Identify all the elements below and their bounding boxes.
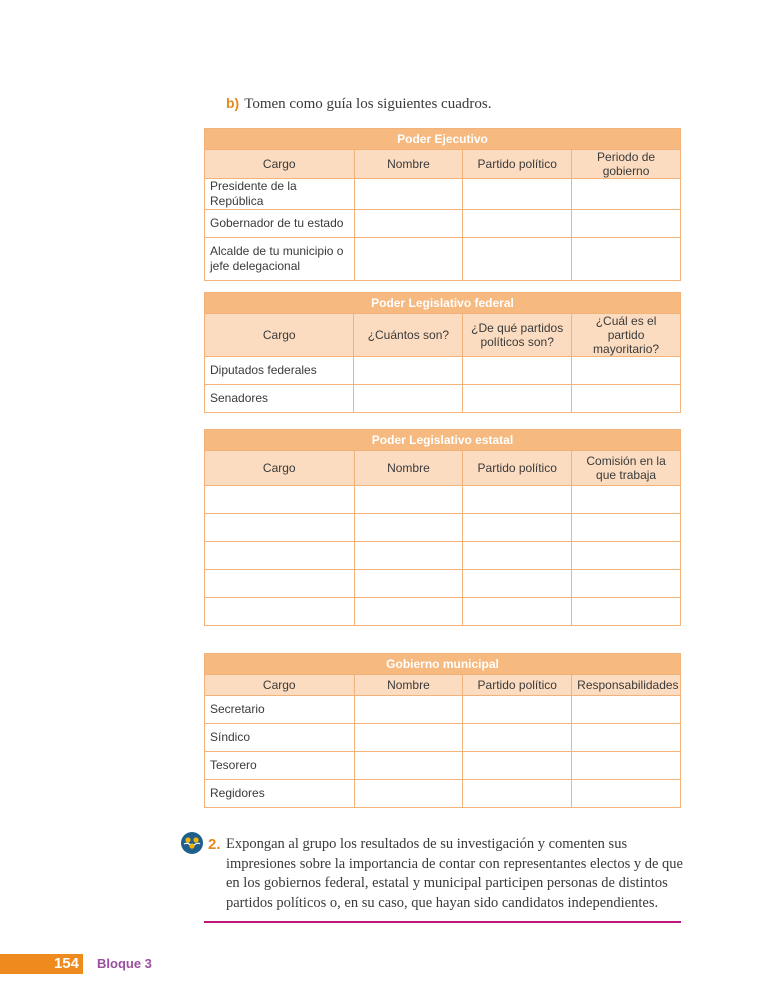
blank-cell[interactable] (463, 179, 572, 210)
row-label: Secretario (205, 696, 355, 724)
blank-cell[interactable] (572, 542, 681, 570)
table-row (205, 179, 681, 210)
blank-cell[interactable] (572, 570, 681, 598)
blank-cell[interactable] (463, 542, 572, 570)
table-row (205, 486, 681, 514)
blank-cell[interactable] (463, 780, 572, 808)
blank-cell[interactable] (463, 385, 572, 413)
table-row (205, 598, 681, 626)
instruction-text: Tomen como guía los siguientes cuadros. (244, 96, 492, 112)
instruction-b (226, 95, 491, 113)
blank-cell[interactable] (463, 570, 572, 598)
table-row (205, 210, 681, 238)
row-label: Síndico (205, 724, 355, 752)
blank-cell[interactable] (463, 486, 572, 514)
table-row (205, 780, 681, 808)
column-header: Periodo de gobierno (572, 150, 681, 179)
blank-cell[interactable] (463, 357, 572, 385)
blank-cell[interactable] (205, 486, 355, 514)
blank-cell[interactable] (354, 724, 463, 752)
blank-cell[interactable] (354, 486, 463, 514)
blank-cell[interactable] (572, 357, 681, 385)
column-header: ¿Cuál es el partido mayoritario? (572, 314, 681, 357)
blank-cell[interactable] (572, 598, 681, 626)
page-number: 154 (0, 954, 83, 974)
blank-cell[interactable] (354, 780, 463, 808)
column-header: Partido político (463, 675, 572, 696)
blank-cell[interactable] (463, 238, 572, 281)
blank-cell[interactable] (205, 514, 355, 542)
blank-cell[interactable] (463, 210, 572, 238)
column-header: Partido político (463, 150, 572, 179)
blank-cell[interactable] (354, 210, 463, 238)
row-label: Alcalde de tu municipio o jefe delegacional (205, 238, 355, 281)
table-row (205, 385, 681, 413)
blank-cell[interactable] (572, 238, 681, 281)
table-row (205, 357, 681, 385)
blank-cell[interactable] (572, 486, 681, 514)
blank-cell[interactable] (572, 385, 681, 413)
column-header: ¿De qué partidos políticos son? (463, 314, 572, 357)
blank-cell[interactable] (572, 210, 681, 238)
row-label: Presidente de la República (205, 179, 355, 210)
column-header: Nombre (354, 150, 463, 179)
table-poder-legislativo-federal (204, 292, 681, 413)
column-header: Responsabilidades (572, 675, 681, 696)
table-poder-legislativo-estatal (204, 429, 681, 626)
row-label: Senadores (205, 385, 354, 413)
blank-cell[interactable] (572, 696, 681, 724)
blank-cell[interactable] (572, 780, 681, 808)
blank-cell[interactable] (463, 598, 572, 626)
table-row (205, 752, 681, 780)
table-row (205, 542, 681, 570)
column-header: Partido político (463, 451, 572, 486)
blank-cell[interactable] (354, 696, 463, 724)
row-label: Gobernador de tu estado (205, 210, 355, 238)
blank-cell[interactable] (354, 357, 463, 385)
column-header: Cargo (205, 451, 355, 486)
section-label: Bloque 3 (97, 956, 152, 971)
section-divider (204, 921, 681, 923)
blank-cell[interactable] (572, 752, 681, 780)
table-title: Gobierno municipal (205, 654, 681, 675)
table-title: Poder Ejecutivo (205, 129, 681, 150)
blank-cell[interactable] (354, 179, 463, 210)
table-row (205, 514, 681, 542)
blank-cell[interactable] (354, 514, 463, 542)
table-poder-ejecutivo (204, 128, 681, 281)
blank-cell[interactable] (572, 179, 681, 210)
blank-cell[interactable] (354, 385, 463, 413)
row-label: Regidores (205, 780, 355, 808)
activity-text: Expongan al grupo los resultados de su investigación y comenten sus impresiones sobre la importancia de contar con representantes electos y de que en los gobiernos federal, estatal y municipal participen personas de distintos partidos políticos o, en su caso, que hayan sido candidatos independientes. (226, 836, 683, 911)
table-title: Poder Legislativo estatal (205, 430, 681, 451)
team-work-icon (181, 832, 203, 854)
table-row (205, 696, 681, 724)
row-label: Diputados federales (205, 357, 354, 385)
blank-cell[interactable] (354, 238, 463, 281)
blank-cell[interactable] (354, 570, 463, 598)
column-header: Cargo (205, 675, 355, 696)
blank-cell[interactable] (463, 514, 572, 542)
item-letter: b) (226, 95, 240, 111)
table-row (205, 724, 681, 752)
table-row (205, 570, 681, 598)
blank-cell[interactable] (354, 542, 463, 570)
blank-cell[interactable] (572, 514, 681, 542)
activity-number: 2. (208, 836, 221, 853)
blank-cell[interactable] (354, 598, 463, 626)
table-title: Poder Legislativo federal (205, 293, 681, 314)
blank-cell[interactable] (205, 570, 355, 598)
blank-cell[interactable] (463, 724, 572, 752)
blank-cell[interactable] (572, 724, 681, 752)
blank-cell[interactable] (205, 598, 355, 626)
column-header: Cargo (205, 150, 355, 179)
table-gobierno-municipal (204, 653, 681, 808)
column-header: Comisión en la que trabaja (572, 451, 681, 486)
blank-cell[interactable] (463, 696, 572, 724)
table-row (205, 238, 681, 281)
blank-cell[interactable] (354, 752, 463, 780)
column-header: Nombre (354, 675, 463, 696)
row-label: Tesorero (205, 752, 355, 780)
column-header: Nombre (354, 451, 463, 486)
blank-cell[interactable] (463, 752, 572, 780)
column-header: ¿Cuántos son? (354, 314, 463, 357)
column-header: Cargo (205, 314, 354, 357)
blank-cell[interactable] (205, 542, 355, 570)
